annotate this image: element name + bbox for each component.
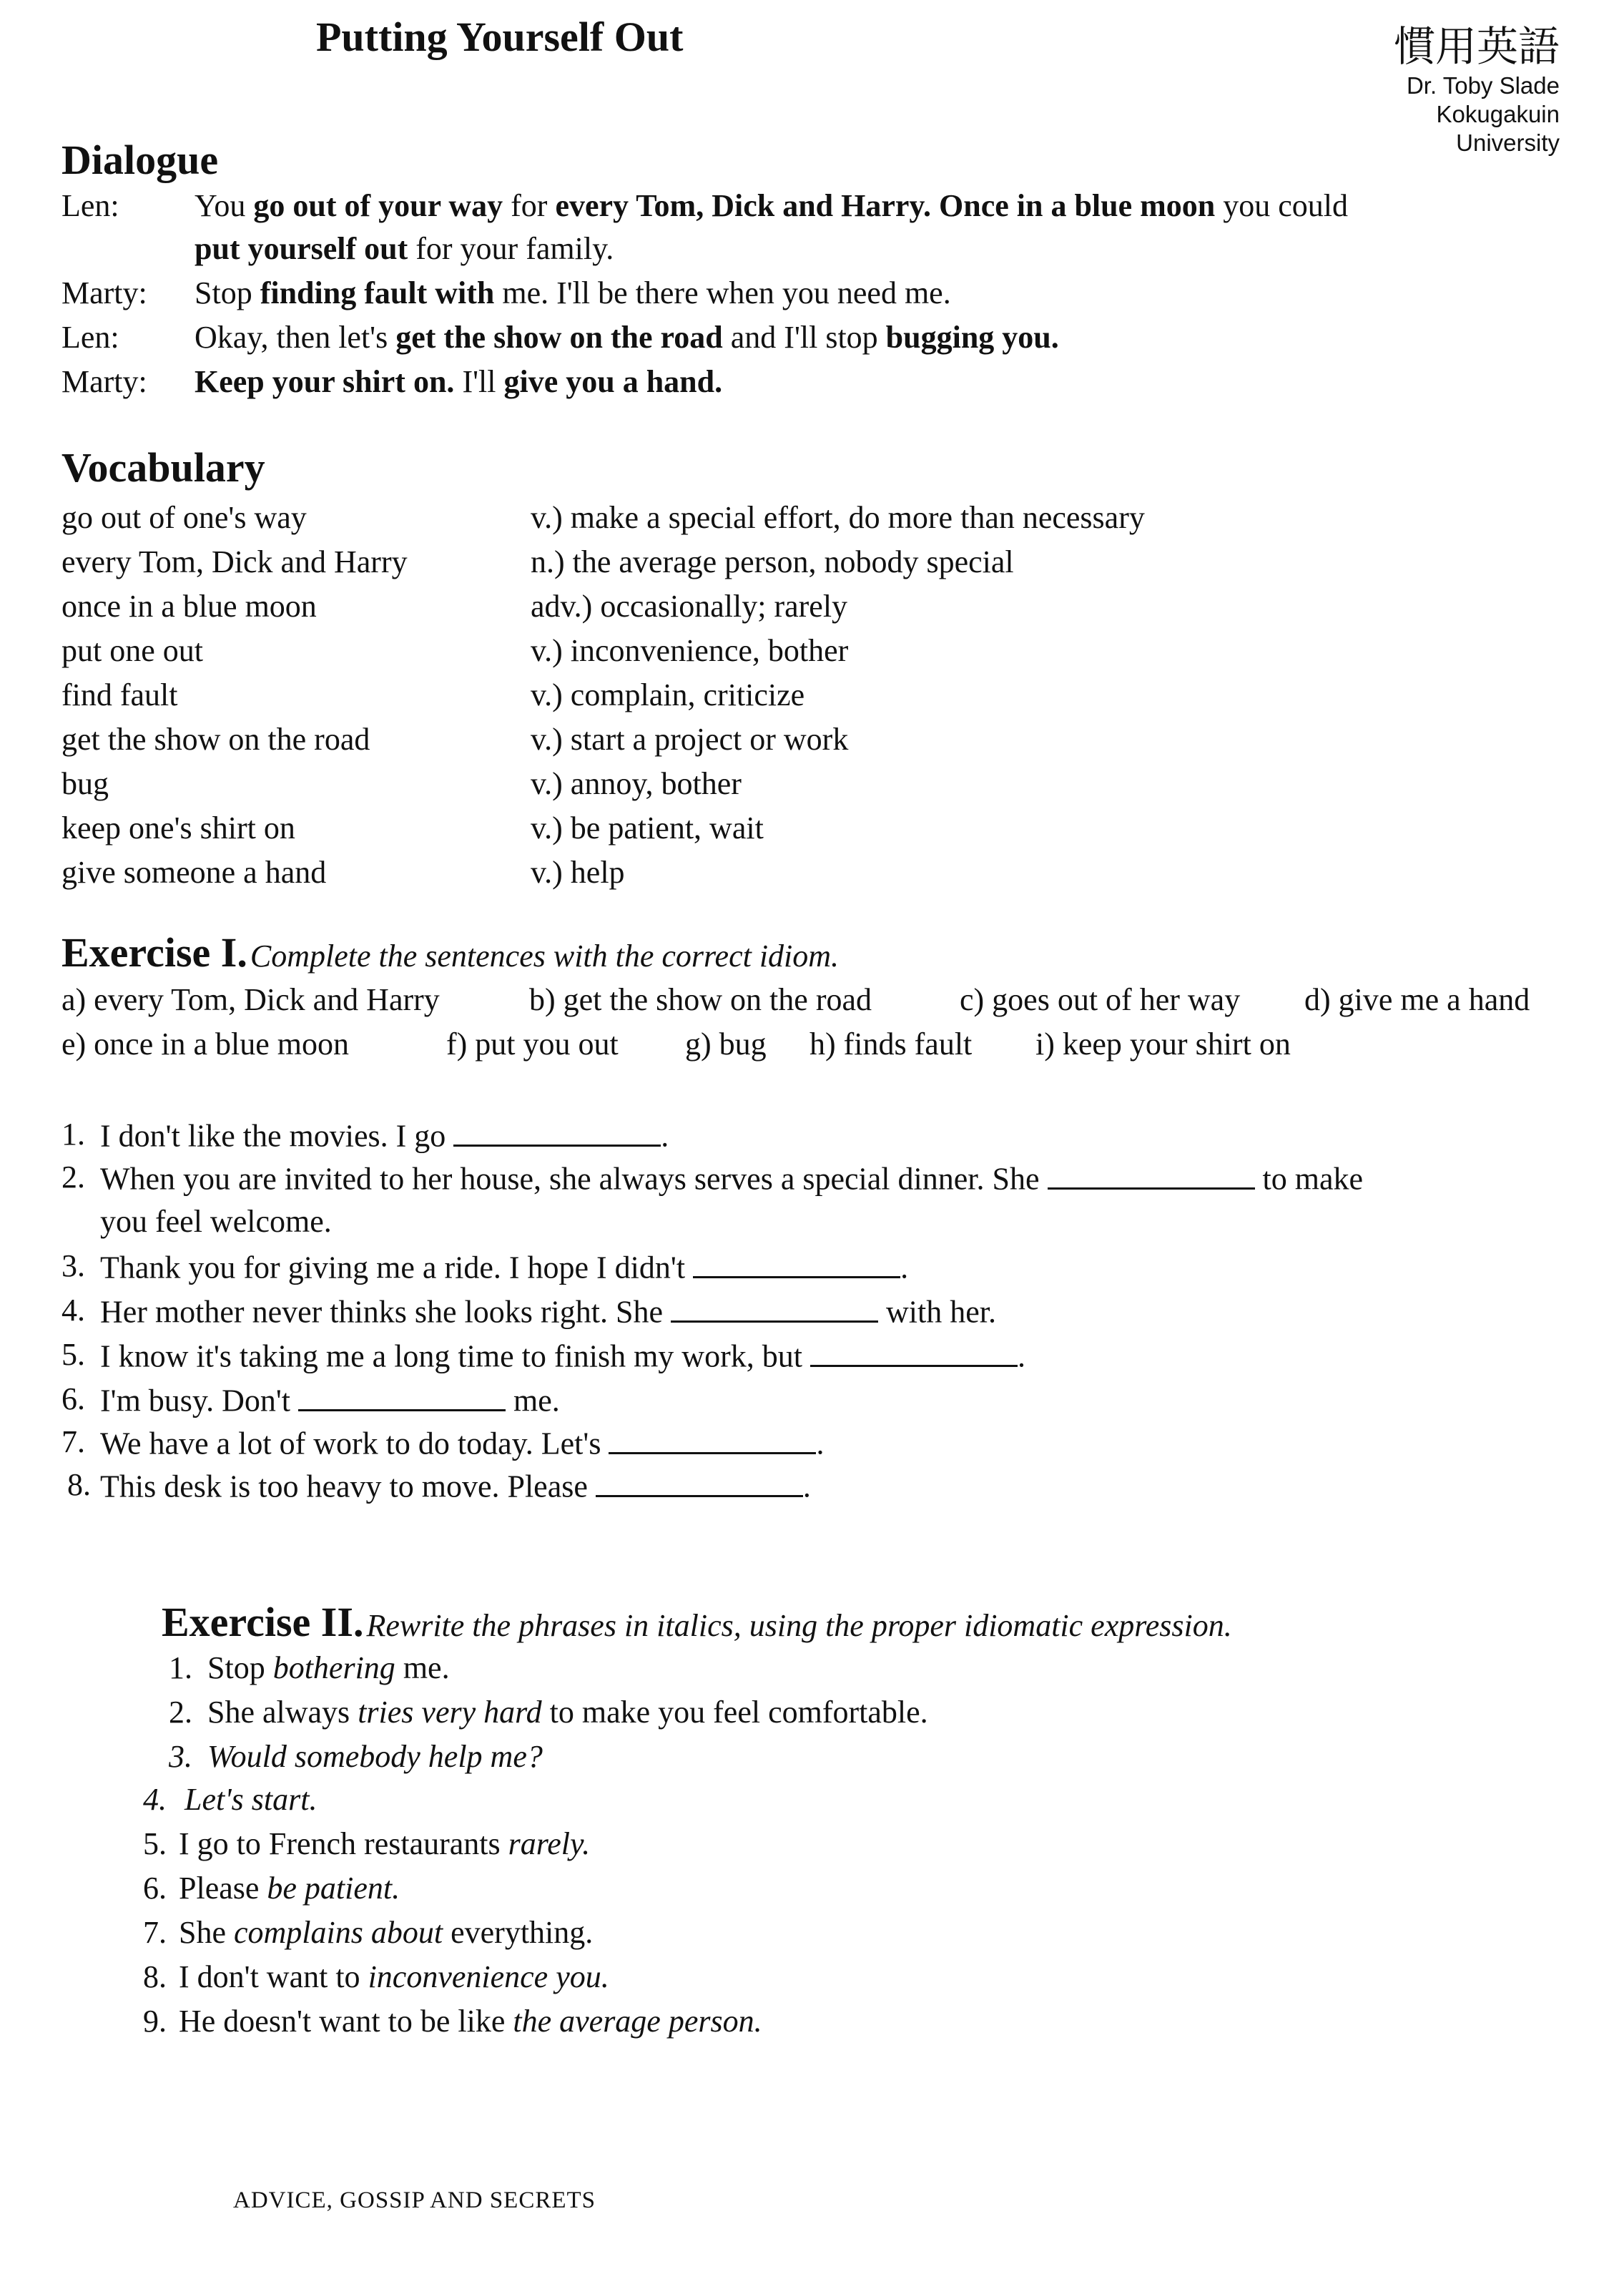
exercise1-option: e) once in a blue moon — [61, 1026, 349, 1062]
question-number: 6. — [61, 1381, 85, 1416]
vocab-term: keep one's shirt on — [61, 810, 295, 846]
idiom-highlight: go out of your way — [253, 188, 503, 223]
sentence-text: Please — [179, 1871, 267, 1906]
vocab-definition: v.) inconvenience, bother — [531, 633, 849, 668]
italic-phrase: tries very hard — [358, 1695, 542, 1730]
sentence-text: We have a lot of work to do today. Let's — [100, 1426, 601, 1461]
exercise1-option: h) finds fault — [809, 1026, 973, 1062]
fill-in-sentence — [100, 1423, 824, 1462]
sentence-text: . — [816, 1426, 825, 1461]
idiom-highlight: Keep your shirt on. — [195, 364, 455, 399]
rewrite-sentence — [179, 2003, 762, 2039]
rewrite-sentence — [179, 1870, 400, 1906]
question-number: 4. — [61, 1293, 85, 1328]
fill-in-sentence — [100, 1248, 908, 1286]
answer-blank[interactable] — [671, 1292, 878, 1323]
italic-phrase: Let's start. — [184, 1782, 318, 1817]
exercise1-instruction: Complete the sentences with the correct idiom. — [250, 939, 840, 974]
question-number: 9. — [143, 2004, 167, 2039]
dialogue-line — [195, 319, 1059, 356]
dialogue-line — [195, 363, 722, 400]
answer-blank[interactable] — [596, 1466, 803, 1497]
question-number: 3. — [61, 1248, 85, 1283]
dialogue-text: you could — [1215, 188, 1349, 223]
page-title: Putting Yourself Out — [316, 14, 684, 60]
question-number: 3. — [169, 1739, 192, 1774]
idiom-highlight: get the show on the road — [395, 320, 723, 355]
dialogue-speaker: Marty: — [61, 364, 147, 399]
italic-phrase: complains about — [234, 1915, 443, 1950]
italic-phrase: the average person. — [513, 2004, 762, 2039]
dialogue-speaker: Len: — [61, 188, 119, 223]
vocab-definition: v.) make a special effort, do more than necessary — [531, 500, 1145, 535]
question-number: 5. — [143, 1826, 167, 1861]
author-name: Dr. Toby Slade — [1406, 72, 1560, 99]
exercise1-header — [61, 928, 839, 976]
question-number: 7. — [143, 1915, 167, 1950]
sentence-text: . — [802, 1469, 811, 1504]
author-block — [1394, 21, 1560, 157]
sentence-text: everything. — [443, 1915, 594, 1950]
italic-phrase: Would somebody help me? — [207, 1739, 543, 1774]
answer-blank[interactable] — [810, 1336, 1018, 1367]
fill-in-sentence — [100, 1381, 560, 1419]
exercise2-heading: Exercise II. — [162, 1599, 364, 1645]
vocab-definition: n.) the average person, nobody special — [531, 544, 1014, 579]
sentence-text: to make — [1262, 1161, 1364, 1197]
sentence-text: When you are invited to her house, she always serves a special dinner. She — [100, 1161, 1040, 1197]
question-number: 4. — [143, 1782, 167, 1817]
dialogue-text: Stop — [195, 275, 260, 310]
answer-blank[interactable] — [609, 1423, 816, 1454]
sentence-text: me. — [513, 1383, 560, 1418]
sentence-text: to make you feel comfortable. — [541, 1695, 928, 1730]
question-number: 1. — [169, 1650, 192, 1685]
sentence-text: . — [900, 1250, 909, 1285]
exercise1-option: g) bug — [685, 1026, 767, 1062]
question-number: 5. — [61, 1337, 85, 1372]
rewrite-sentence — [179, 1959, 609, 1995]
vocab-definition: v.) annoy, bother — [531, 766, 742, 801]
page-footer: ADVICE, GOSSIP AND SECRETS — [233, 2187, 596, 2213]
vocab-term: put one out — [61, 633, 203, 668]
sentence-text: I know it's taking me a long time to finish my work, but — [100, 1338, 802, 1374]
italic-phrase: be patient. — [267, 1871, 400, 1906]
fill-in-sentence — [100, 1292, 996, 1330]
question-number: 2. — [169, 1695, 192, 1730]
vocab-term: give someone a hand — [61, 855, 327, 890]
sentence-text: I go to French restaurants — [179, 1826, 508, 1861]
sentence-text: you feel welcome. — [100, 1204, 332, 1239]
idiom-highlight: finding fault with — [260, 275, 495, 310]
dialogue-text: and I'll stop — [722, 320, 886, 355]
answer-blank[interactable] — [693, 1248, 900, 1278]
dialogue-text: for your family. — [408, 231, 614, 266]
italic-phrase: inconvenience you. — [368, 1959, 609, 1994]
sentence-text: She always — [207, 1695, 358, 1730]
dialogue-speaker: Len: — [61, 320, 119, 355]
vocab-definition: adv.) occasionally; rarely — [531, 589, 848, 624]
dialogue-speaker: Marty: — [61, 275, 147, 310]
sentence-text: me. — [395, 1650, 450, 1685]
vocab-term: find fault — [61, 677, 178, 712]
dialogue-text: You — [195, 188, 254, 223]
dialogue-line — [195, 275, 951, 311]
vocab-term: get the show on the road — [61, 722, 370, 757]
rewrite-sentence — [207, 1650, 450, 1686]
sentence-text: Thank you for giving me a ride. I hope I didn't — [100, 1250, 686, 1285]
exercise2-header — [162, 1598, 1232, 1646]
sentence-text: Stop — [207, 1650, 273, 1685]
sentence-text: He doesn't want to be like — [179, 2004, 513, 2039]
sentence-text: with her. — [885, 1294, 996, 1330]
vocab-definition: v.) be patient, wait — [531, 810, 764, 846]
vocabulary-heading: Vocabulary — [61, 444, 265, 491]
dialogue-heading: Dialogue — [61, 137, 219, 183]
exercise1-option: f) put you out — [446, 1026, 619, 1062]
exercise1-option: c) goes out of her way — [960, 982, 1241, 1017]
rewrite-sentence — [179, 1914, 593, 1951]
sentence-text: I don't like the movies. I go — [100, 1118, 446, 1154]
dialogue-text: for — [503, 188, 556, 223]
institution-line-2: University — [1456, 129, 1560, 156]
sentence-text: I don't want to — [179, 1959, 368, 1994]
rewrite-sentence — [184, 1781, 317, 1818]
vocab-definition: v.) start a project or work — [531, 722, 849, 757]
exercise1-option: d) give me a hand — [1304, 982, 1530, 1017]
fill-in-sentence — [100, 1336, 1025, 1375]
dialogue-line — [195, 187, 1348, 224]
dialogue-text: Okay, then let's — [195, 320, 396, 355]
answer-blank[interactable] — [298, 1381, 506, 1411]
exercise1-option: a) every Tom, Dick and Harry — [61, 982, 440, 1017]
rewrite-sentence — [207, 1738, 543, 1775]
vocab-term: bug — [61, 766, 109, 801]
question-number: 2. — [61, 1160, 85, 1195]
vocab-definition: v.) help — [531, 855, 625, 890]
vocab-term: every Tom, Dick and Harry — [61, 544, 408, 579]
vocab-term: go out of one's way — [61, 500, 307, 535]
fill-in-sentence — [100, 1159, 1363, 1197]
italic-phrase: bothering — [272, 1650, 395, 1685]
dialogue-text: I'll — [454, 364, 504, 399]
question-number: 8. — [67, 1467, 91, 1502]
idiom-highlight: every Tom, Dick and Harry. Once in a blue moon — [555, 188, 1216, 223]
question-number: 1. — [61, 1117, 85, 1152]
vocab-term: once in a blue moon — [61, 589, 317, 624]
sentence-text: Her mother never thinks she looks right. She — [100, 1294, 663, 1330]
dialogue-text: me. I'll be there when you need me. — [494, 275, 951, 310]
institution-line-1: Kokugakuin — [1436, 101, 1560, 127]
exercise1-heading: Exercise I. — [61, 929, 247, 976]
idiom-highlight: put yourself out — [195, 231, 408, 266]
fill-in-sentence — [100, 1203, 332, 1240]
fill-in-sentence — [100, 1116, 669, 1155]
sentence-text: She — [179, 1915, 234, 1950]
fill-in-sentence — [100, 1466, 811, 1505]
idiom-highlight: bugging you. — [885, 320, 1059, 355]
sentence-text: I'm busy. Don't — [100, 1383, 290, 1418]
japanese-title: 慣用英語 — [1393, 22, 1560, 71]
question-number: 8. — [143, 1959, 167, 1994]
sentence-text: . — [661, 1118, 669, 1154]
rewrite-sentence — [207, 1694, 928, 1730]
rewrite-sentence — [179, 1826, 590, 1862]
exercise2-instruction: Rewrite the phrases in italics, using the proper idiomatic expression. — [366, 1608, 1232, 1643]
dialogue-line — [195, 230, 614, 267]
sentence-text: . — [1017, 1338, 1025, 1374]
sentence-text: This desk is too heavy to move. Please — [100, 1469, 588, 1504]
italic-phrase: rarely. — [508, 1826, 591, 1861]
question-number: 7. — [61, 1424, 85, 1459]
exercise1-option: i) keep your shirt on — [1035, 1026, 1291, 1062]
vocab-definition: v.) complain, criticize — [531, 677, 805, 712]
question-number: 6. — [143, 1871, 167, 1906]
exercise1-option: b) get the show on the road — [529, 982, 872, 1017]
answer-blank[interactable] — [453, 1116, 661, 1147]
answer-blank[interactable] — [1048, 1159, 1255, 1190]
idiom-highlight: give you a hand. — [503, 364, 723, 399]
